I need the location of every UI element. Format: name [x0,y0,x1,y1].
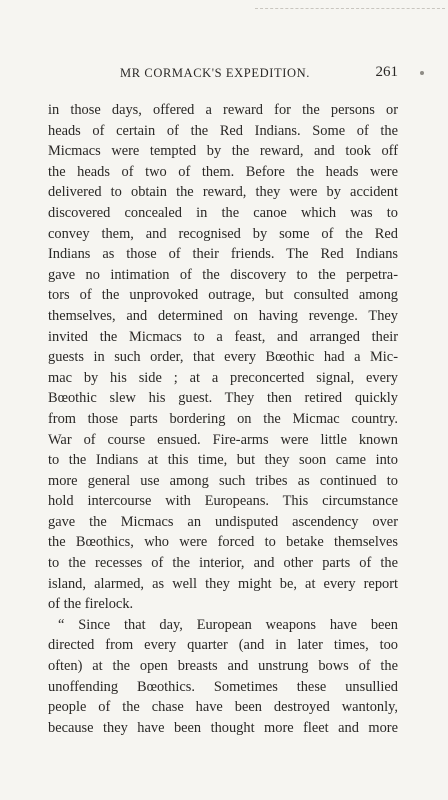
text-line: convey them, and recognised by some of the Red [48,225,398,242]
text-line: heads of certain of the Red Indians. Some of the [48,122,398,139]
margin-mark [420,71,424,75]
text-line: invited the Micmacs to a feast, and arranged their [48,328,398,345]
text-line: gave no intimation of the discovery to the perpetra- [48,266,398,283]
text-line: discovered concealed in the canoe which was to [48,204,398,221]
text-line: tors of the unprovoked outrage, but consulted among [48,287,398,304]
text-line: mac by his side ; at a preconcerted signal, every [48,369,398,386]
text-line: guests in such order, that every Bœothic had a Mic- [48,349,398,366]
text-line: island, alarmed, as well they might be, at every report [48,575,398,592]
text-line: unoffending Bœothics. Sometimes these unsullied [48,678,398,695]
running-head: MR CORMACK'S EXPEDITION. [120,66,310,80]
body-text [48,100,398,738]
text-line: “ Since that day, European weapons have been [58,616,398,633]
text-line: because they have been thought more fleet and more [48,719,398,736]
text-line: the Bœothics, who were forced to betake themselves [48,534,398,551]
paragraph-1 [48,100,398,615]
page-header [48,64,398,86]
text-line: Bœothic slew his guest. They then retired quickly [48,390,398,407]
text-line: Micmacs were tempted by the reward, and took off [48,143,398,160]
paragraph-2 [48,615,398,739]
text-line: to the Indians at this time, but they soon came into [48,452,398,469]
text-line: directed from every quarter (and in later times, too [48,637,398,654]
top-edge-rule [255,8,445,9]
text-line: hold intercourse with Europeans. This circumstance [48,493,398,510]
text-line: themselves, and determined on having revenge. They [48,307,398,324]
text-line: more general use among such tribes as continued to [48,472,398,489]
text-line: often) at the open breasts and unstrung bows of the [48,658,398,675]
text-line: from those parts bordering on the Micmac country. [48,410,398,427]
text-line: people of the chase have been destroyed wantonly, [48,699,398,716]
page-number: 261 [375,64,398,80]
text-line: War of course ensued. Fire-arms were little known [48,431,398,448]
text-line: Indians as those of their friends. The Red Indians [48,246,398,263]
text-line: in those days, offered a reward for the persons or [48,102,398,118]
text-line: to the recesses of the interior, and other parts of the [48,555,398,572]
text-line: delivered to obtain the reward, they were by accident [48,184,398,201]
text-line: the heads of two of them. Before the heads were [48,163,398,180]
text-line: of the firelock. [48,596,134,613]
text-line: gave the Micmacs an undisputed ascendency over [48,513,398,530]
